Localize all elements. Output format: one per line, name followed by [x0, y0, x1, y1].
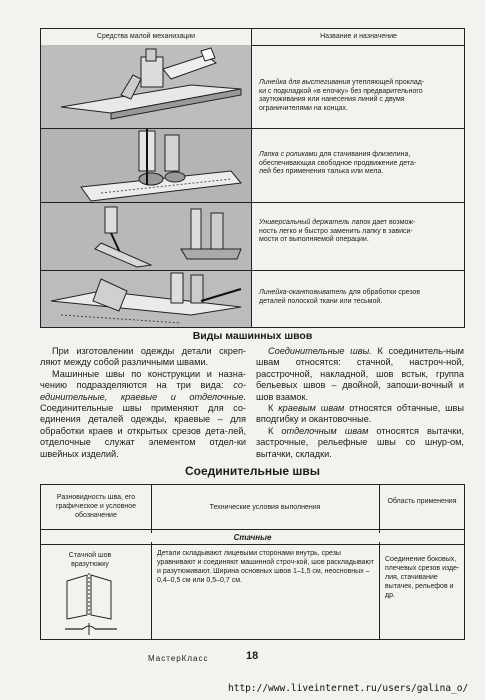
tool-name: Линейка-окантовыватель — [259, 289, 347, 296]
table-divider — [379, 485, 380, 639]
table-row — [41, 45, 464, 129]
seam-name: Стачной шов вразутюжку — [68, 552, 112, 568]
col-usage-header: Область применения — [387, 498, 457, 505]
section-heading: Виды машинных швов — [192, 330, 313, 342]
seams-table — [40, 484, 465, 640]
table-row — [41, 271, 464, 327]
page-number: 18 — [246, 650, 259, 662]
subheader-stitched: Стачные — [41, 533, 464, 542]
paragraph: Соединительные швы. К соединитель-ным швам относятся: стачной, настроч-ной, расстрочной, накладной, шов встык, группа бельевых швов – двойной, запоши-вочный и шов взамок. — [256, 346, 465, 402]
table-row — [41, 129, 464, 203]
col-conditions-header: Технические условия выполнения — [209, 504, 321, 511]
roller-foot-illustration — [41, 129, 251, 202]
right-column-text — [256, 346, 464, 460]
table-divider — [41, 529, 464, 530]
source-url: http://www.liveinternet.ru/users/galina_o/ — [228, 683, 469, 694]
tool-name: Лапка с роликами — [259, 151, 318, 158]
paragraph: При изготовлении одежды детали скреп-ляют между собой различными швами. — [40, 346, 246, 368]
table-header — [41, 29, 464, 46]
seam-usage: Соединение боковых, плечевых срезов изде-лия, стачивание вытачек, рельефов и др. — [385, 556, 460, 599]
ruler-tool-illustration — [41, 45, 251, 128]
universal-holder-illustration — [41, 203, 251, 270]
paragraph: К отделочным швам относятся вытачки, застрочные, рельефные швы со шнур-ом, вытачки, складки. — [256, 425, 464, 459]
table-row — [41, 203, 464, 271]
col-type-header: Разновидность шва, его графическое и условное обозначение — [55, 494, 137, 519]
row-description: Лапка с роликами для стачивания флизелина, обеспечивающая свободное продвижение дета- лей без применения талька или мела. — [259, 151, 417, 176]
seam-conditions: Детали складывают лицевыми сторонами внутрь, срезы уравнивают и соединяют машинной строч-кой, шов раскладывают и разутюживают. Ширина основных швов 1–1,5 см, неосновных – 0,4–0,5 см или 0,5–0,7 см. — [157, 550, 374, 584]
section-heading: Соединительные швы — [185, 464, 320, 478]
tool-name: Линейка для выстегивания — [259, 79, 351, 86]
binder-ruler-illustration — [41, 271, 251, 327]
row-description: Универсальный держатель лапок дает возмож- ность легко и быстро заменить лапку в зависи- мости от выполняемой операции. — [259, 219, 416, 244]
col-name-header: Название и назначение — [320, 33, 397, 40]
col-tools-header: Средства малой механизации — [96, 33, 196, 40]
table-divider — [41, 544, 464, 545]
tools-table — [40, 28, 465, 328]
left-column-text — [40, 346, 246, 460]
seam-diagram — [63, 573, 123, 641]
tool-name: Универсальный держатель — [259, 219, 350, 226]
row-description: Линейка для выстегивания утепляющей проклад- ки с подкладкой «в елочку» без предварительного заутюживания или нанесения линий с двумя ограничителями на концах. — [259, 79, 425, 112]
table-divider — [151, 485, 152, 639]
row-description: Линейка-окантовыватель для обработки срезов деталей полоской ткани или тесьмой. — [259, 289, 421, 305]
paragraph: К краевым швам относятся обтачные, швы вподгибку и окантовочные. — [256, 403, 465, 425]
brand-name: МастерКласс — [148, 654, 209, 663]
paragraph: Машинные швы по конструкции и назна-чению подразделяются на три вида: со-единительные, краевые и отделочные. Соединительные швы применяют для со-единения деталей одежды, краевые – для обработки краев и открытых срезов дета-лей, отделочные служат элементом отдел-ки швейных изделий. — [40, 368, 246, 459]
